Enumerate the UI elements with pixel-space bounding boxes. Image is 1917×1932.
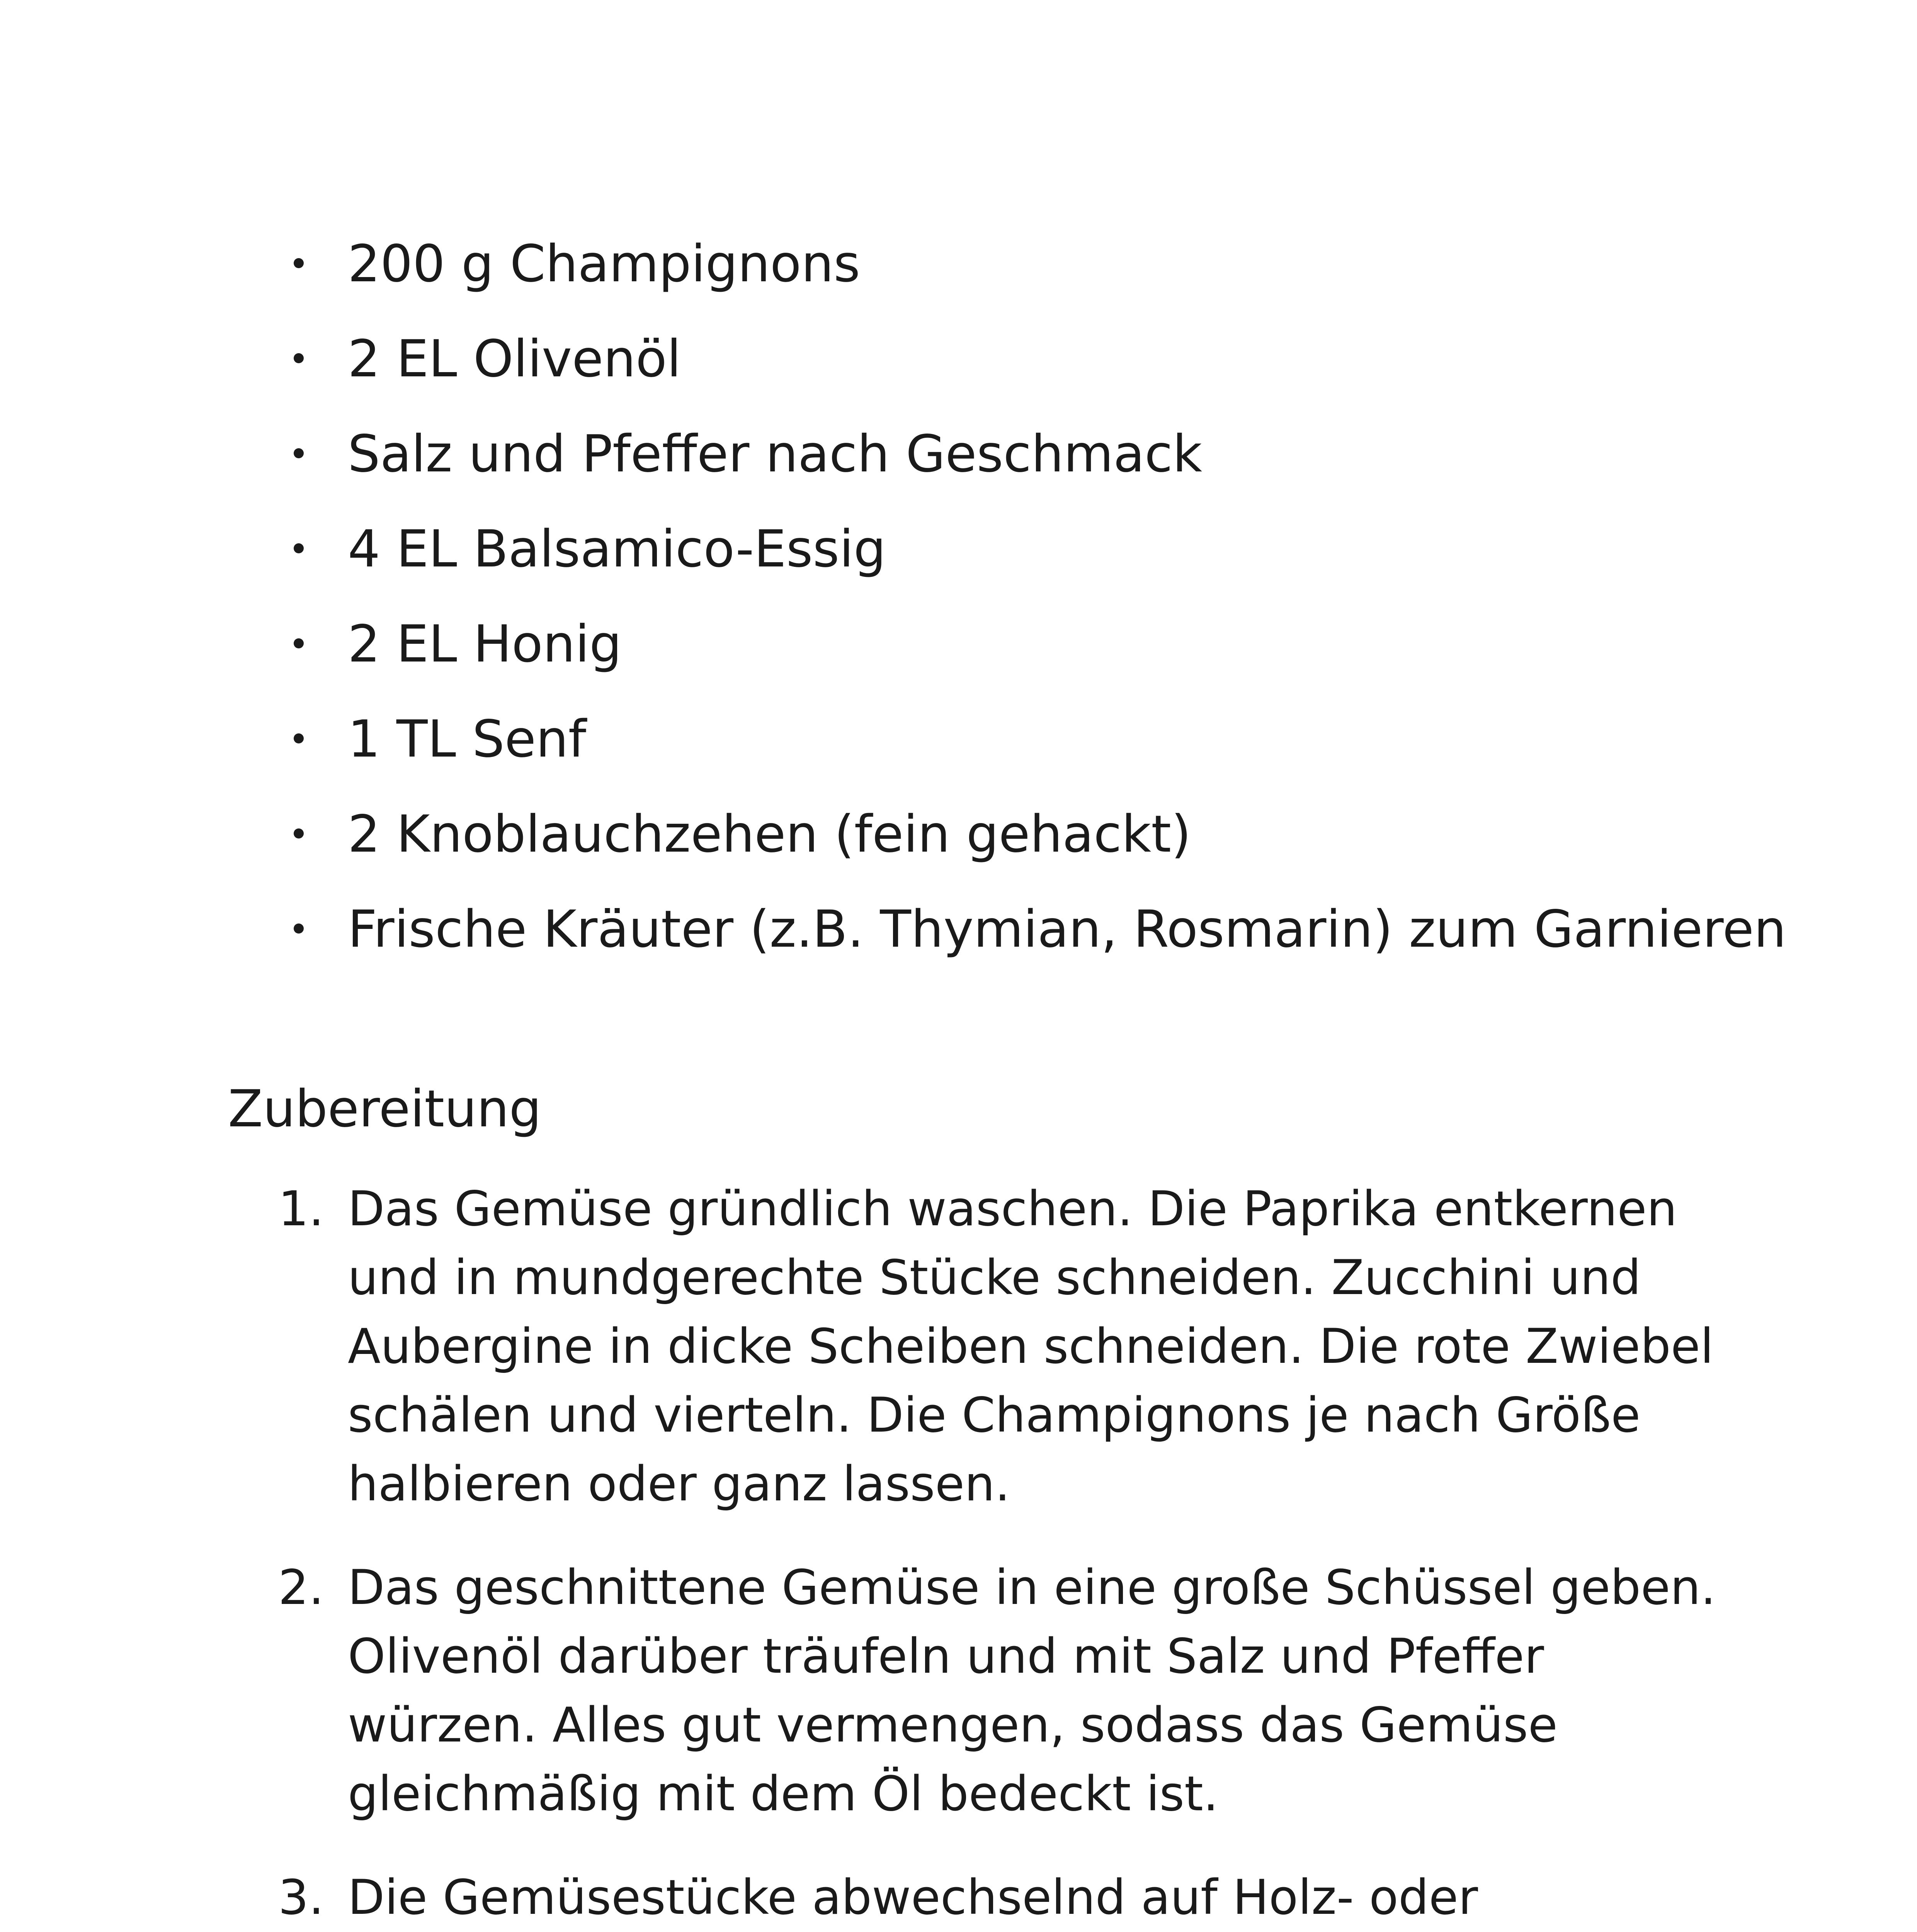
ingredient-item	[282, 311, 1750, 406]
preparation-step	[278, 1553, 1731, 1828]
ingredient-item	[282, 692, 1750, 787]
preparation-step	[278, 1175, 1731, 1519]
step-number: 1.	[278, 1181, 324, 1237]
ingredient-text: 2 Knoblauchzehen (fein gehackt)	[348, 804, 1191, 864]
bullet-icon	[294, 923, 304, 934]
ingredient-text: 2 EL Olivenöl	[348, 329, 681, 389]
ingredient-item	[282, 502, 1750, 597]
ingredient-text: 2 EL Honig	[348, 614, 622, 674]
step-text: Das Gemüse gründlich waschen. Die Paprika entkernen und in mundgerechte Stücke schneiden. Zucchini und Aubergine in dicke Scheiben schneiden. Die rote Zwiebel schälen und vierteln. Die Champignons je nach Größe halbieren oder ganz lassen.	[348, 1181, 1714, 1512]
ingredient-item	[282, 597, 1750, 692]
bullet-icon	[294, 828, 304, 838]
step-number: 3.	[278, 1870, 324, 1925]
bullet-icon	[294, 448, 304, 458]
bullet-icon	[294, 258, 304, 268]
ingredient-text: 4 EL Balsamico-Essig	[348, 519, 886, 579]
ingredient-item	[282, 216, 1750, 311]
bullet-icon	[294, 733, 304, 743]
step-text: Das geschnittene Gemüse in eine große Schüssel geben. Olivenöl darüber träufeln und mit Salz und Pfeffer würzen. Alles gut vermengen, sodass das Gemüse gleichmäßig mit dem Öl bedeckt ist.	[348, 1560, 1716, 1822]
ingredient-text: Salz und Pfeffer nach Geschmack	[348, 424, 1203, 484]
ingredient-text: 1 TL Senf	[348, 709, 587, 769]
ingredient-list	[282, 216, 1786, 977]
bullet-icon	[294, 638, 304, 648]
bullet-icon	[294, 543, 304, 553]
ingredient-text: Frische Kräuter (z.B. Thymian, Rosmarin) zum Garnieren	[348, 900, 1786, 959]
ingredient-text: 200 g Champignons	[348, 234, 861, 294]
preparation-heading: Zubereitung	[228, 1079, 542, 1139]
preparation-steps	[278, 1175, 1731, 1932]
ingredient-item	[282, 882, 1786, 977]
bullet-icon	[294, 353, 304, 363]
step-number: 2.	[278, 1560, 324, 1616]
ingredient-item	[282, 787, 1750, 882]
step-text: Die Gemüsestücke abwechselnd auf Holz- oder	[348, 1870, 1478, 1925]
preparation-step	[278, 1863, 1731, 1932]
ingredient-item	[282, 406, 1750, 502]
